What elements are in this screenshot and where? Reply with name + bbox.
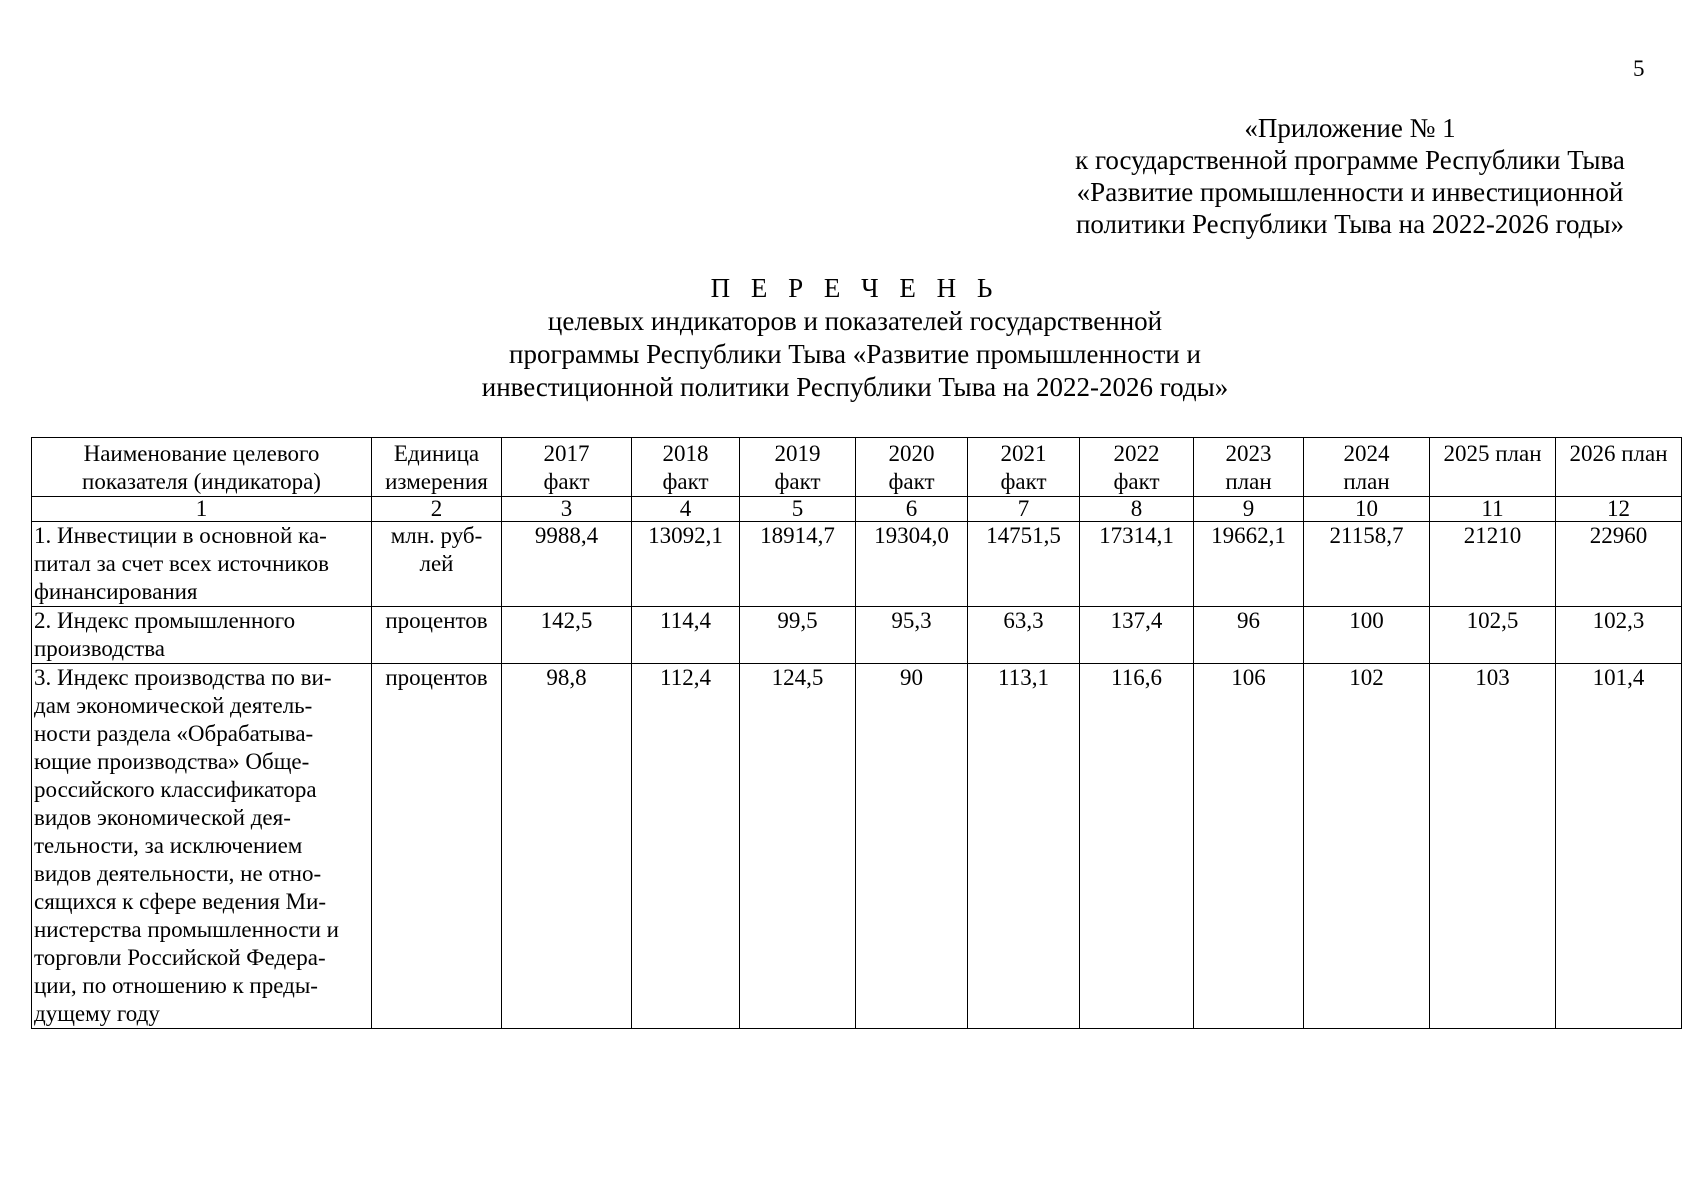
appendix-line: «Приложение № 1	[1244, 113, 1456, 143]
column-number: 5	[740, 497, 856, 522]
indicator-unit: процентов	[372, 607, 502, 664]
indicators-table	[31, 437, 1682, 1029]
value-cell: 124,5	[740, 664, 856, 1029]
value-cell: 113,1	[968, 664, 1080, 1029]
value-cell: 63,3	[968, 607, 1080, 664]
value-cell: 19662,1	[1194, 522, 1304, 607]
column-number: 10	[1304, 497, 1430, 522]
appendix-line: к государственной программе Республики Тыва	[1075, 145, 1625, 175]
header-cell-year: 2021 факт	[968, 438, 1080, 497]
value-cell: 137,4	[1080, 607, 1194, 664]
heading-line: инвестиционной политики Республики Тыва на 2022-2026 годы»	[481, 372, 1229, 402]
value-cell: 95,3	[856, 607, 968, 664]
value-cell: 112,4	[632, 664, 740, 1029]
heading-line: целевых индикаторов и показателей государственной	[547, 306, 1163, 336]
indicator-unit: млн. руб- лей	[372, 522, 502, 607]
header-cell-year: 2022 факт	[1080, 438, 1194, 497]
header-cell-year: 2019 факт	[740, 438, 856, 497]
appendix-line: «Развитие промышленности и инвестиционной	[1076, 177, 1624, 207]
column-number: 2	[372, 497, 502, 522]
header-cell-name: Наименование целевого показателя (индикатора)	[32, 438, 372, 497]
column-number: 11	[1430, 497, 1556, 522]
column-number-row	[32, 497, 1682, 522]
column-number: 8	[1080, 497, 1194, 522]
table-row	[32, 664, 1682, 1029]
value-cell: 22960	[1556, 522, 1682, 607]
value-cell: 21210	[1430, 522, 1556, 607]
column-number: 1	[32, 497, 372, 522]
table-row	[32, 607, 1682, 664]
value-cell: 21158,7	[1304, 522, 1430, 607]
column-number: 4	[632, 497, 740, 522]
header-row	[32, 438, 1682, 497]
appendix-line: политики Республики Тыва на 2022-2026 годы»	[1075, 209, 1625, 239]
value-cell: 100	[1304, 607, 1430, 664]
appendix-reference	[1040, 112, 1660, 240]
indicator-name: 2. Индекс промышленного производства	[32, 607, 372, 664]
value-cell: 106	[1194, 664, 1304, 1029]
document-title: П Е Р Е Ч Е Н Ь	[710, 273, 1000, 303]
value-cell: 14751,5	[968, 522, 1080, 607]
document-heading	[360, 272, 1350, 404]
header-cell-year: 2020 факт	[856, 438, 968, 497]
value-cell: 102,5	[1430, 607, 1556, 664]
header-cell-year: 2026 план	[1556, 438, 1682, 497]
value-cell: 142,5	[502, 607, 632, 664]
value-cell: 102,3	[1556, 607, 1682, 664]
value-cell: 98,8	[502, 664, 632, 1029]
header-cell-year: 2023 план	[1194, 438, 1304, 497]
header-cell-year: 2024 план	[1304, 438, 1430, 497]
value-cell: 114,4	[632, 607, 740, 664]
value-cell: 17314,1	[1080, 522, 1194, 607]
header-cell-year: 2018 факт	[632, 438, 740, 497]
value-cell: 19304,0	[856, 522, 968, 607]
value-cell: 103	[1430, 664, 1556, 1029]
value-cell: 18914,7	[740, 522, 856, 607]
heading-line: программы Республики Тыва «Развитие промышленности и	[509, 339, 1201, 369]
value-cell: 99,5	[740, 607, 856, 664]
value-cell: 96	[1194, 607, 1304, 664]
column-number: 9	[1194, 497, 1304, 522]
column-number: 12	[1556, 497, 1682, 522]
column-number: 3	[502, 497, 632, 522]
value-cell: 90	[856, 664, 968, 1029]
value-cell: 116,6	[1080, 664, 1194, 1029]
value-cell: 13092,1	[632, 522, 740, 607]
page-number: 5	[1633, 56, 1645, 81]
column-number: 6	[856, 497, 968, 522]
header-cell-unit: Единица измерения	[372, 438, 502, 497]
indicator-name: 3. Индекс производства по ви- дам экономической деятель- ности раздела «Обрабатыва- ющие производства» Обще- российского классификатора видов экономической дея- тельности, за исключением видов деятельности, не отно- сящихся к сфере ведения Ми- нистерства промышленности и торговли Российской Федера- ции, по отношению к преды- дущему году	[32, 664, 372, 1029]
indicator-name: 1. Инвестиции в основной ка- питал за счет всех источников финансирования	[32, 522, 372, 607]
indicator-unit: процентов	[372, 664, 502, 1029]
column-number: 7	[968, 497, 1080, 522]
header-cell-year: 2017 факт	[502, 438, 632, 497]
value-cell: 102	[1304, 664, 1430, 1029]
header-cell-year: 2025 план	[1430, 438, 1556, 497]
value-cell: 9988,4	[502, 522, 632, 607]
table-row	[32, 522, 1682, 607]
value-cell: 101,4	[1556, 664, 1682, 1029]
